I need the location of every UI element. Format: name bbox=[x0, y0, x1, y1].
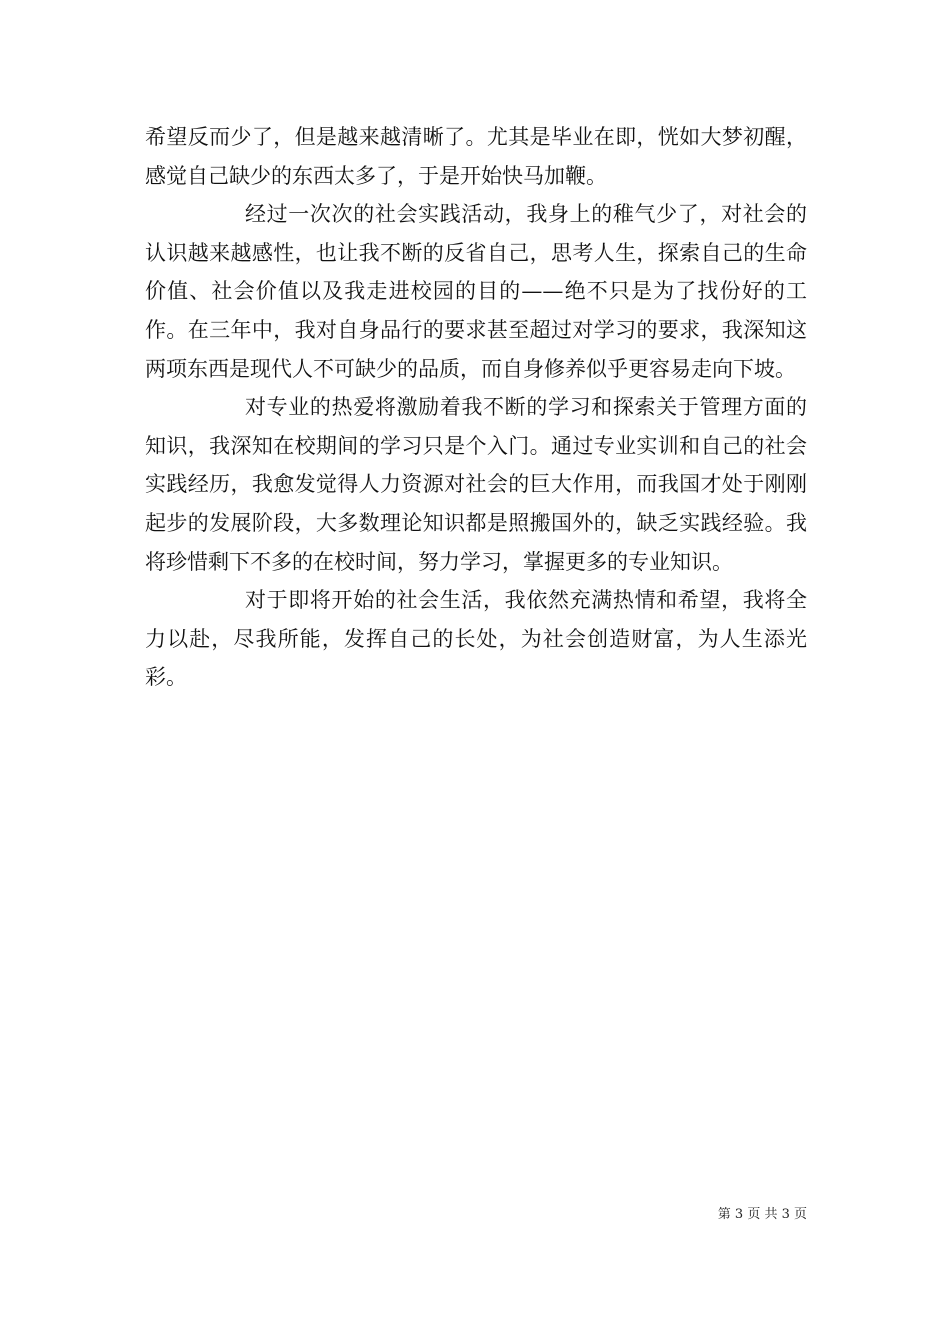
paragraph-professional-study: 对专业的热爱将激励着我不断的学习和探索关于管理方面的知识，我深知在校期间的学习只是个入门。通过专业实训和自己的社会实践经历，我愈发觉得人力资源对社会的巨大作用，而我国才处于刚刚起步的发展阶段，大多数理论知识都是照搬国外的，缺乏实践经验。我将珍惜剩下不多的在校时间，努力学习，掌握更多的专业知识。 bbox=[145, 395, 807, 574]
paragraph-social-practice: 经过一次次的社会实践活动，我身上的稚气少了，对社会的认识越来越感性，也让我不断的反省自己，思考人生，探索自己的生命价值、社会价值以及我走进校园的目的——绝不只是为了找份好的工作。在三年中，我对自身品行的要求甚至超过对学习的要求，我深知这两项东西是现代人不可缺少的品质，而自身修养似乎更容易走向下坡。 bbox=[145, 202, 807, 381]
paragraph-continuation: 希望反而少了，但是越来越清晰了。尤其是毕业在即，恍如大梦初醒，感觉自己缺少的东西太多了，于是开始快马加鞭。 bbox=[145, 125, 807, 188]
document-body bbox=[145, 118, 807, 697]
page-number-footer: 第 3 页 共 3 页 bbox=[717, 1207, 807, 1222]
paragraph-future-life: 对于即将开始的社会生活，我依然充满热情和希望，我将全力以赴，尽我所能，发挥自己的长处，为社会创造财富，为人生添光彩。 bbox=[145, 588, 807, 690]
